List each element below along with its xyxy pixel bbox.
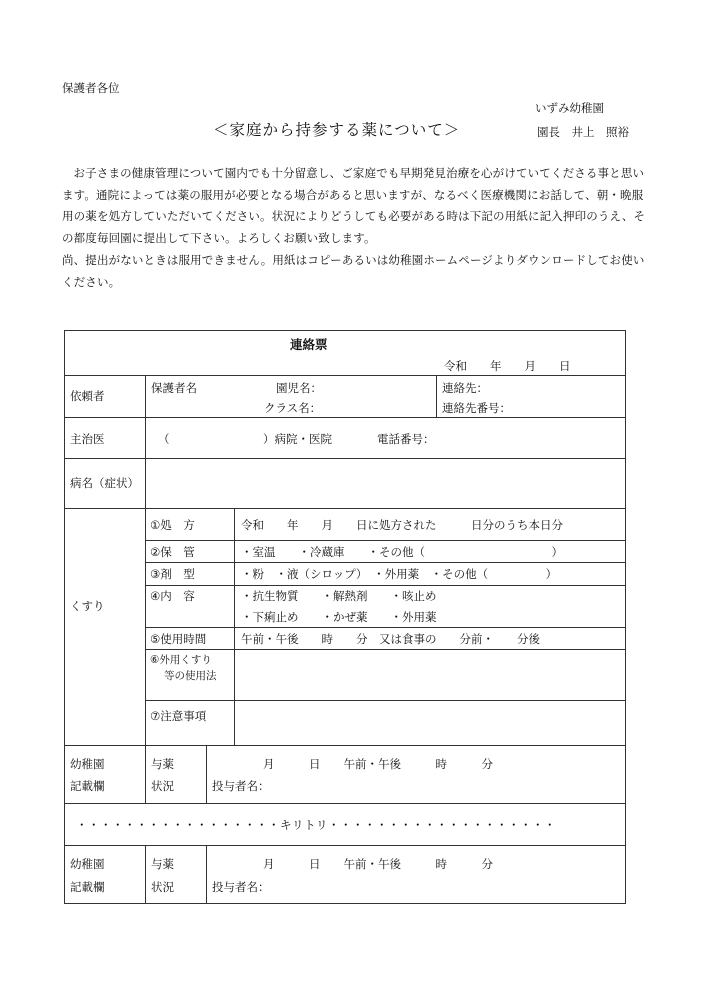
stub-administration-label-1: 与薬 (151, 857, 174, 871)
doctor-paren-open: （ (158, 432, 170, 446)
notice-body (62, 163, 652, 293)
form-title: 連絡票 (290, 337, 328, 352)
contents-options-2[interactable]: ・下痢止め ・かぜ薬 ・外用薬 (241, 610, 437, 624)
requester-label: 依頼者 (70, 389, 105, 403)
giver-name-field[interactable]: 投与者名： (212, 779, 270, 793)
external-use-label-1: ⑥外用くすり (150, 654, 212, 666)
disease-label: 病名（症状） (70, 476, 139, 490)
prescription-field[interactable]: 令和 年 月 日に処方された 日分のうち本日分 (241, 518, 563, 532)
child-name-field[interactable]: 園児名： (276, 381, 322, 395)
class-name-field[interactable]: クラス名： (264, 401, 322, 415)
kg-stub-label-2: 記載欄 (70, 880, 105, 894)
dosage-form-options[interactable]: ・粉 ・液（シロップ） ・外用薬 ・その他（ ） (241, 567, 558, 581)
contact-field[interactable]: 連絡先： (442, 381, 488, 395)
storage-label: ②保 管 (150, 545, 195, 559)
doctor-label: 主治医 (70, 432, 105, 446)
disease-input[interactable] (150, 475, 620, 491)
phone-field[interactable]: 電話番号： (377, 432, 435, 446)
page-title: ＜家庭から持参する薬について＞ (213, 121, 461, 139)
storage-options[interactable]: ・室温 ・冷蔵庫 ・その他（ ） (241, 545, 563, 559)
form-date: 令和 年 月 日 (444, 359, 571, 373)
recipients: 保護者各位 (62, 81, 120, 95)
prescription-label: ①処 方 (150, 518, 195, 532)
guardian-name-field[interactable]: 保護者名 (151, 381, 197, 395)
stub-giver-name-field[interactable]: 投与者名： (212, 880, 270, 894)
usage-time-label: ⑤使用時間 (150, 632, 207, 646)
administration-time-field[interactable]: 月 日 午前・午後 時 分 (263, 757, 493, 771)
usage-time-field[interactable]: 午前・午後 時 分 又は食事の 分前・ 分後 (241, 632, 540, 646)
notes-input[interactable] (240, 706, 620, 740)
stub-administration-time-field[interactable]: 月 日 午前・午後 時 分 (263, 857, 493, 871)
stub-administration-label-2: 状況 (151, 880, 174, 894)
kg-stub-label-1: 幼稚園 (70, 857, 105, 871)
kg-label-2: 記載欄 (70, 779, 105, 793)
contents-label: ④内 容 (150, 589, 195, 603)
external-use-label-2: 等の使用法 (164, 670, 217, 682)
hospital-field[interactable]: ）病院・医院 (263, 432, 332, 446)
contents-options-1[interactable]: ・抗生物質 ・解熱剤 ・咳止め (241, 589, 437, 603)
kg-label-1: 幼稚園 (70, 757, 105, 771)
cut-line: ・・・・・・・・・・・・・・・・・キリトリ・・・・・・・・・・・・・・・・・・・ (76, 818, 556, 832)
dosage-form-label: ③剤 型 (150, 567, 195, 581)
notice-paragraph-1: お子さまの健康管理について園内でも十分留意し、ご家庭でも早期発見治療を心がけていてくださる事と思います。通院によっては薬の服用が必要となる場合があると思いますが、なるべく医療機関にお話して、朝・晩服用の薬を処方していただいてください。状況によりどうしても必要がある時は下記の用紙に記入押印のうえ、その都度毎回園に提出して下さい。よろしくお願い致します。 (62, 166, 646, 246)
notes-label: ⑦注意事項 (150, 709, 207, 723)
administration-label-2: 状況 (151, 779, 174, 793)
contact-number-field[interactable]: 連絡先番号： (442, 401, 511, 415)
notice-paragraph-2: 尚、提出がないときは服用できません。用紙はコピーあるいは幼稚園ホームページよりダウンロードしてお使いください。 (62, 252, 645, 289)
administration-label-1: 与薬 (151, 757, 174, 771)
external-use-input[interactable] (240, 655, 620, 695)
medicine-label: くすり (70, 599, 105, 613)
principal-name: 園長 井上 照裕 (537, 125, 629, 139)
school-name: いずみ幼稚園 (535, 101, 604, 115)
